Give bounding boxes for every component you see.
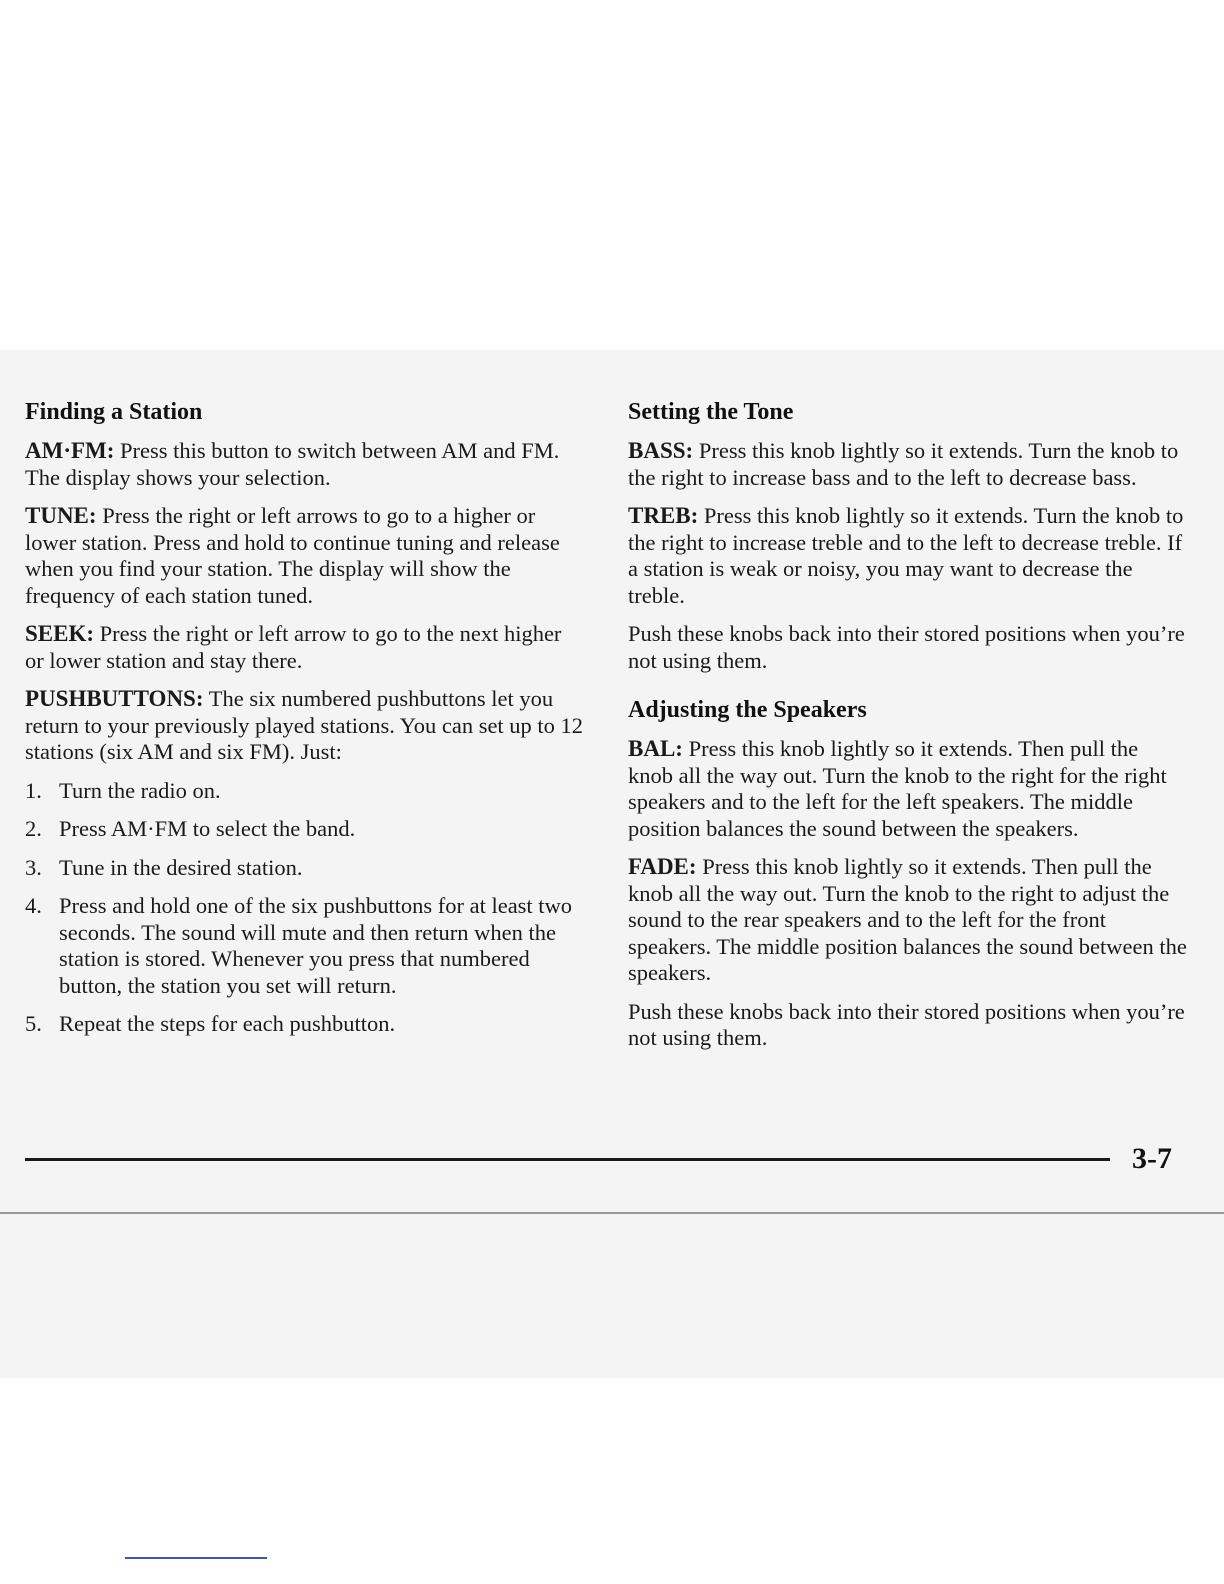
entry-term: FADE: [628, 854, 697, 879]
step-number: 3. [25, 854, 42, 880]
entry-term: PUSHBUTTONS: [25, 686, 204, 711]
list-item [25, 1011, 585, 1038]
page-edge-divider [0, 1212, 1224, 1214]
list-item [25, 855, 585, 882]
seek-entry [25, 621, 585, 674]
step-number: 2. [25, 816, 42, 841]
step-number: 4. [25, 893, 42, 918]
step-text: Press AM·FM to select the band. [59, 816, 356, 841]
bal-entry [628, 736, 1188, 842]
bottom-underline [125, 1557, 267, 1559]
step-text: Tune in the desired station. [59, 854, 303, 880]
list-item [25, 893, 585, 999]
am-fm-entry [25, 438, 585, 491]
adjusting-the-speakers-heading: Adjusting the Speakers [628, 697, 867, 723]
entry-text: The six numbered pushbuttons let you return to your previously played stations. You can set up to 12 stations (six AM and six FM). Just: [25, 686, 584, 764]
step-number: 5. [25, 1011, 42, 1036]
entry-term: AM·FM: [25, 438, 115, 463]
setting-the-tone-heading: Setting the Tone [628, 399, 794, 425]
list-item [25, 778, 585, 805]
entry-term: BAL: [628, 736, 683, 761]
entry-text: Press the right or left arrow to go to the next higher or lower station and stay there. [25, 621, 562, 673]
step-text: Repeat the steps for each pushbutton. [59, 1011, 396, 1036]
tone-storage-note: Push these knobs back into their stored positions when you’re not using them. [628, 621, 1185, 673]
step-text: Press and hold one of the six pushbuttons for at least two seconds. The sound will mute and then return when the station is stored. Whenever you press that numbered button, the station you set will return. [59, 893, 573, 998]
entry-text: Press this knob lightly so it extends. Turn the knob to the right to increase treble and to the left to decrease treble. If a station is weak or noisy, you may want to decrease the treble. [628, 503, 1184, 608]
step-text: Turn the radio on. [59, 777, 221, 803]
bass-entry [628, 438, 1188, 491]
entry-term: SEEK: [25, 621, 95, 646]
fade-entry [628, 854, 1188, 987]
step-number: 1. [25, 777, 42, 803]
entry-text: Press this button to switch between AM and FM. The display shows your selection. [25, 438, 560, 490]
entry-text: Press the right or left arrows to go to a higher or lower station. Press and hold to continue tuning and release when you find your station. The display will show the frequency of each station tuned. [25, 503, 560, 608]
speakers-storage-note: Push these knobs back into their stored positions when you’re not using them. [628, 998, 1185, 1050]
tune-entry [25, 503, 585, 609]
page-number: 3-7 [1132, 1142, 1172, 1175]
entry-text: Press this knob lightly so it extends. Then pull the knob all the way out. Turn the knob to the right to adjust the sound to the rear speakers and to the left for the front speakers. The middle position balances the sound between the speakers. [628, 854, 1187, 985]
finding-a-station-heading: Finding a Station [25, 399, 203, 425]
pushbuttons-entry [25, 686, 585, 766]
entry-term: TREB: [628, 503, 699, 528]
list-item [25, 816, 585, 843]
left-column [25, 398, 585, 1050]
treb-entry [628, 503, 1188, 609]
entry-text: Press this knob lightly so it extends. Turn the knob to the right to increase bass and to the left to decrease bass. [628, 438, 1179, 490]
entry-text: Press this knob lightly so it extends. Then pull the knob all the way out. Turn the knob to the right for the right speakers and to the left for the left speakers. The middle position balances the sound between the speakers. [628, 736, 1167, 841]
footer-rule [25, 1158, 1110, 1161]
right-column [628, 398, 1188, 1064]
entry-term: TUNE: [25, 503, 97, 528]
pushbutton-steps-list [25, 778, 585, 1038]
entry-term: BASS: [628, 438, 694, 463]
